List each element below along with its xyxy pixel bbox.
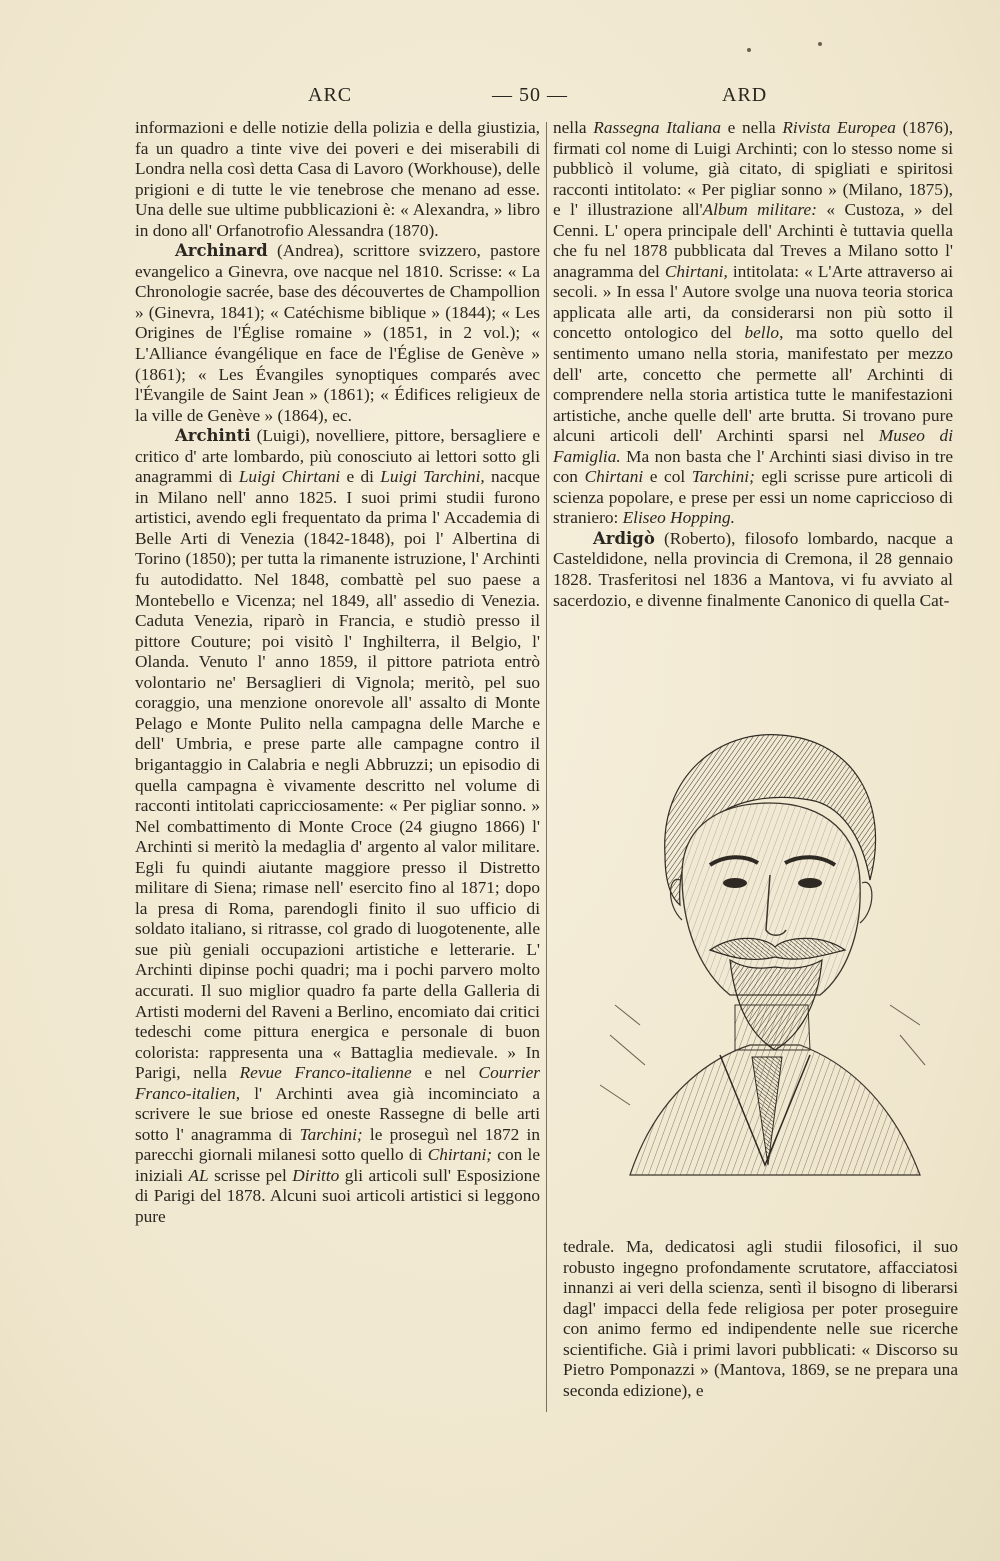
entry-text: e col xyxy=(643,467,692,487)
entry-text: nacque in Milano nell' anno 1825. I suoi primi studii furono artistici, avendo egli frequentato da prima l' Accademia di Belle Arti di Venezia (1842-1848), poi l' Albertina di Torino (1850); per tutta la rimanente istruzione, l' Archinti fu autodidatto. Nel 1848, combattè pel suo paese a Montebello e Vicenza; nel 1849, all' assedio di Venezia. Caduta Venezia, riparò in Francia, e studiò presso il pittore Couture; poi visitò l' Inghilterra, il Belgio, l' Olanda. Venuto l' anno 1859, il pittore patriota entrò volontario ne' Bersaglieri di Vignola; meritò, pel suo coraggio, una menzione onorevole all' assalto di Monte Pelago e Monte Pulito nella campagna delle Marche e dell' Umbria, e prese parte alle campagne contro il brigantaggio in Calabria e negli Abbruzzi; un episodio di quella campagna è vivamente descritto nel volume di racconti intitolati capricciosamente: « Per pigliar sonno. » Nel combattimento di Monte Croce (24 giugno 1866) l' Archinti si meritò la medaglia d' argento al valor militare. Egli fu quindi aiutante maggiore presso il Distretto militare di Siena; rimase nell' esercito fino al 1871; dopo la presa di Roma, parendogli finito il suo ufficio di soldato italiano, si ritrasse, col grado di luogotenente, alle sue più geniali occupazioni artistiche e letterarie. L' Archinti dipinse pochi quadri; ma i pochi parvero molto accurati. Il suo miglior quadro fa parte della Galleria di Artisti moderni del Raveni a Berlino, encomiato dai critici tedeschi come pittura energica e personale di buon colorista: rappresenta una « Battaglia medievale. » In Parigi, nella xyxy=(135,467,540,1083)
italic-text: Chirtani xyxy=(584,467,644,487)
left-column xyxy=(135,118,540,1228)
page-number: — 50 — xyxy=(492,84,568,106)
italic-text: Revue Franco-italienne xyxy=(239,1063,412,1083)
italic-text: Tarchini; xyxy=(299,1124,363,1144)
italic-text: Diritto xyxy=(292,1165,340,1185)
entry-text: (Luigi), novelliere, pittore, bersagliere e critico d' arte lombardo, più conosciuto ai lettori sotto gli anagrammi di xyxy=(135,426,540,487)
engraved-portrait-icon xyxy=(570,705,950,1205)
paragraph-continuation: tedrale. Ma, dedicatosi agli studii filosofici, il suo robusto ingegno profondamente scrutatore, affacciatosi innanzi ai veri della scienza, sentì il bisogno di liberarsi dagl' impacci della fede religiosa per poter proseguire con animo fermo ed indipendente nelle sue ricerche scientifiche. Già i primi lavori pubblicati: « Discorso su Pietro Pomponazzi » (Mantova, 1869, se ne prepara una seconda edizione), e xyxy=(563,1237,958,1400)
italic-text: Tarchini; xyxy=(691,467,755,487)
column-divider xyxy=(546,122,547,1412)
entry-text: egli scrisse pure articoli di scienza popolare, e prese per essi un nome capriccioso di straniero: xyxy=(553,467,953,528)
entry-text: (1876), firmati col nome di Luigi Archinti; con lo stesso nome si pubblicò il volume, già citato, di spigliati e spiritosi racconti intitolato: « Per pigliar sonno » (Milano, 1875), e l' illustrazione all' xyxy=(553,118,954,220)
running-head-left: ARC xyxy=(308,84,353,106)
italic-text: Museo di Famiglia. xyxy=(553,426,953,466)
running-head xyxy=(130,84,870,110)
entry-text: scrisse pel xyxy=(208,1165,293,1185)
italic-text: Eliseo Hopping. xyxy=(622,508,735,528)
running-head-right: ARD xyxy=(722,84,768,106)
italic-text: Courrier Franco-italien, xyxy=(135,1063,541,1103)
italic-text: AL xyxy=(188,1165,209,1185)
entry-text: le proseguì nel 1872 in parecchi giornali milanesi sotto quello di xyxy=(135,1124,540,1165)
entry-text: « Custoza, » del Cenni. L' opera principale dell' Archinti è tuttavia quella che fu nel 1878 pubblicata dal Treves a Milano sotto l' anagramma del xyxy=(553,200,953,281)
paper-spot xyxy=(747,48,751,52)
entry-text: intitolata: « L'Arte attraverso ai secoli. » In essa l' Autore svolge una nuova teoria storica applicata alle arti, da considerarsi non più sotto il concetto ontologico del xyxy=(553,261,954,343)
headword-archinti: Archinti xyxy=(175,426,251,446)
entry-text: (Roberto), filosofo lombardo, nacque a Casteldidone, nella provincia di Cremona, il 28 gennaio 1828. Trasferitosi nel 1836 a Mantova, vi fu avviato al sacerdozio, e divenne finalmente Canonico di quella Cat- xyxy=(553,528,953,610)
paper-spot xyxy=(818,42,822,46)
entry-text: (Andrea), scrittore svizzero, pastore evangelico a Ginevra, ove nacque nel 1810. Scrisse: « La Chronologie sacrée, base des découvertes de Champollion » (Ginevra, 1841); « Catéchisme biblique » (1844); « Les Origines de l'Église romaine » (1851, in 2 vol.); « L'Alliance évangélique en face de l'Église de Genève » (1861); « Les Évangiles synoptiques comparés avec l'Évangile de Saint Jean » (1861); « Édifices religieux de la ville de Genève » (1864), ec. xyxy=(135,241,540,425)
paragraph-continuation xyxy=(553,118,953,529)
entry-text: e di xyxy=(340,467,381,487)
entry-text: l' Archinti avea già incominciato a scrivere le sue briose ed oneste Rassegne di belle arti sotto l' anagramma di xyxy=(135,1083,540,1144)
entry-text: , ma sotto quello del sentimento umano nella storia, manifestato per mezzo dell' arte, concetto che permette all' Archinti di comprendere nella storia artistica tutte le manifestazioni artistiche, anche quelle dell' arte brutta. Si trovano pure alcuni articoli dell' Archinti sparsi nel xyxy=(553,323,953,446)
italic-text: Rivista Europea xyxy=(782,118,896,137)
italic-text: Luigi Tarchini, xyxy=(380,467,485,487)
italic-text: Album militare: xyxy=(702,200,817,220)
headword-archinard: Archinard xyxy=(175,241,268,261)
italic-text: Rassegna Italiana xyxy=(593,118,721,137)
italic-text: bello xyxy=(744,323,780,343)
right-column-bottom xyxy=(563,1237,958,1401)
entry-text: gli articoli sull' Esposizione di Parigi del 1878. Alcuni suoi articoli artistici si leggono pure xyxy=(135,1165,540,1226)
italic-text: Luigi Chirtani xyxy=(238,467,341,487)
right-column-top xyxy=(553,118,953,611)
entry-archinti xyxy=(135,426,540,1227)
entry-text: e nella xyxy=(720,118,783,137)
italic-text: Chirtani, xyxy=(664,261,728,281)
italic-text: Chirtani; xyxy=(427,1145,493,1165)
entry-text: Ma non basta che l' Archinti siasi diviso in tre con xyxy=(553,446,953,487)
entry-text: e nel xyxy=(411,1063,479,1083)
paragraph-continuation: informazioni e delle notizie della polizia e della giustizia, fa un quadro a tinte vive dei poveri e dei miserabili di Londra nella così detta Casa di Lavoro (Workhouse), delle prigioni e di tutte le vie tenebrose che menano ad esse. Una delle sue ultime pubblicazioni è: « Alexandra, » libro in dono all' Orfanotrofio Alessandra (1870). xyxy=(135,118,540,240)
entry-archinard xyxy=(135,241,540,426)
entry-ardigo xyxy=(553,529,953,611)
entry-text: con le iniziali xyxy=(135,1145,540,1185)
headword-ardigo: Ardigò xyxy=(593,528,655,548)
entry-text: nella xyxy=(553,118,594,137)
